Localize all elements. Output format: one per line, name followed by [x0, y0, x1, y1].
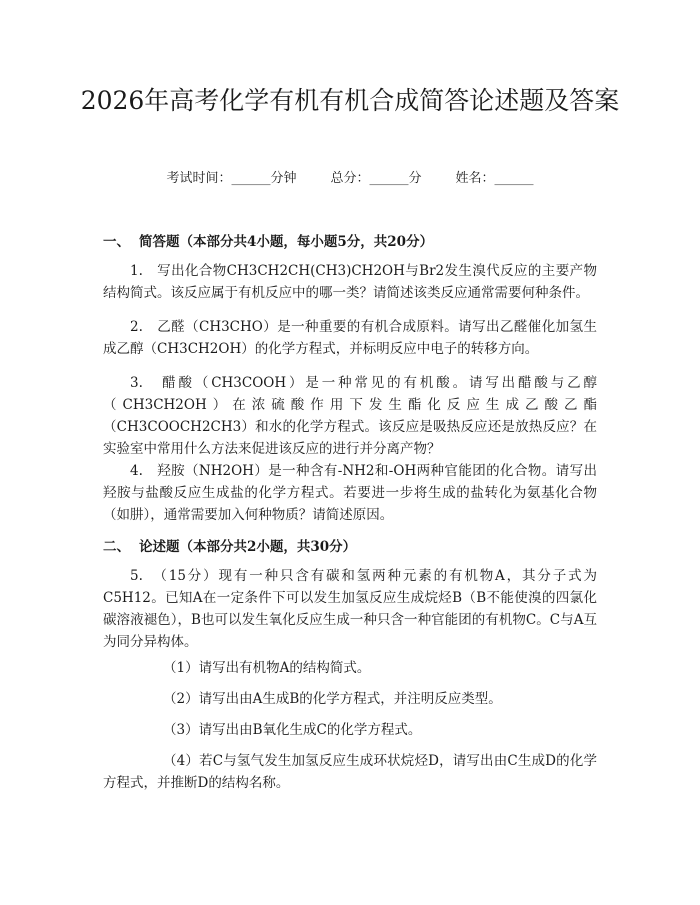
name-field: 姓名：______	[455, 171, 534, 186]
question-4: 4. 羟胺（NH2OH）是一种含有-NH2和-OH两种官能团的化合物。请写出羟胺与盐酸反应生成盐的化学方程式。若要进一步将生成的盐转化为氨基化合物（如肼），通常需要加入何种物质？请简述原因。	[103, 463, 597, 523]
section-number: 一、	[103, 234, 130, 250]
section-number: 二、	[103, 539, 130, 555]
subquestion-1: （1）请写出有机物A的结构简式。	[163, 660, 371, 676]
question-5: 5. （15分）现有一种只含有碳和氢两种元素的有机物A，其分子式为C5H12。已知A在一定条件下可以发生加氢反应生成烷烃B（B不能使溴的四氯化碳溶液褪色），B也可以发生氧化反应生成一种只含一种官能团的有机物C。C与A互为同分异构体。	[103, 568, 597, 650]
question-1: 1. 写出化合物CH3CH2CH(CH3)CH2OH与Br2发生溴代反应的主要产物结构简式。该反应属于有机反应中的哪一类？请简述该类反应通常需要何种条件。	[103, 263, 597, 301]
section-heading-essay	[103, 538, 356, 556]
section-title: 简答题（本部分共4小题，每小题5分，共20分）	[139, 234, 434, 250]
question-3: 3. 醋酸（CH3COOH）是一种常见的有机酸。请写出醋酸与乙醇（CH3CH2OH）在浓硫酸作用下发生酯化反应生成乙酸乙酯（CH3COOCH2CH3）和水的化学方程式。该反应是吸热反应还是放热反应？在实验室中常用什么方法来促进该反应的进行并分离产物？	[103, 375, 597, 457]
exam-time-field: 考试时间：______分钟	[166, 171, 297, 186]
total-score-field: 总分：______分	[330, 171, 422, 186]
exam-meta	[0, 170, 700, 188]
exam-title: 2026年高考化学有机有机合成简答论述题及答案	[80, 86, 620, 115]
subquestion-2: （2）请写出由A生成B的化学方程式，并注明反应类型。	[163, 691, 502, 707]
subquestion-3: （3）请写出由B氧化生成C的化学方程式。	[163, 722, 422, 738]
subquestion-4: （4）若C与氢气发生加氢反应生成环状烷烃D，请写出由C生成D的化学方程式，并推断D的结构名称。	[103, 753, 597, 791]
question-2: 2. 乙醛（CH3CHO）是一种重要的有机合成原料。请写出乙醛催化加氢生成乙醇（CH3CH2OH）的化学方程式，并标明反应中电子的转移方向。	[103, 319, 597, 357]
section-title: 论述题（本部分共2小题，共30分）	[139, 539, 357, 555]
section-heading-short-answer	[103, 233, 433, 251]
